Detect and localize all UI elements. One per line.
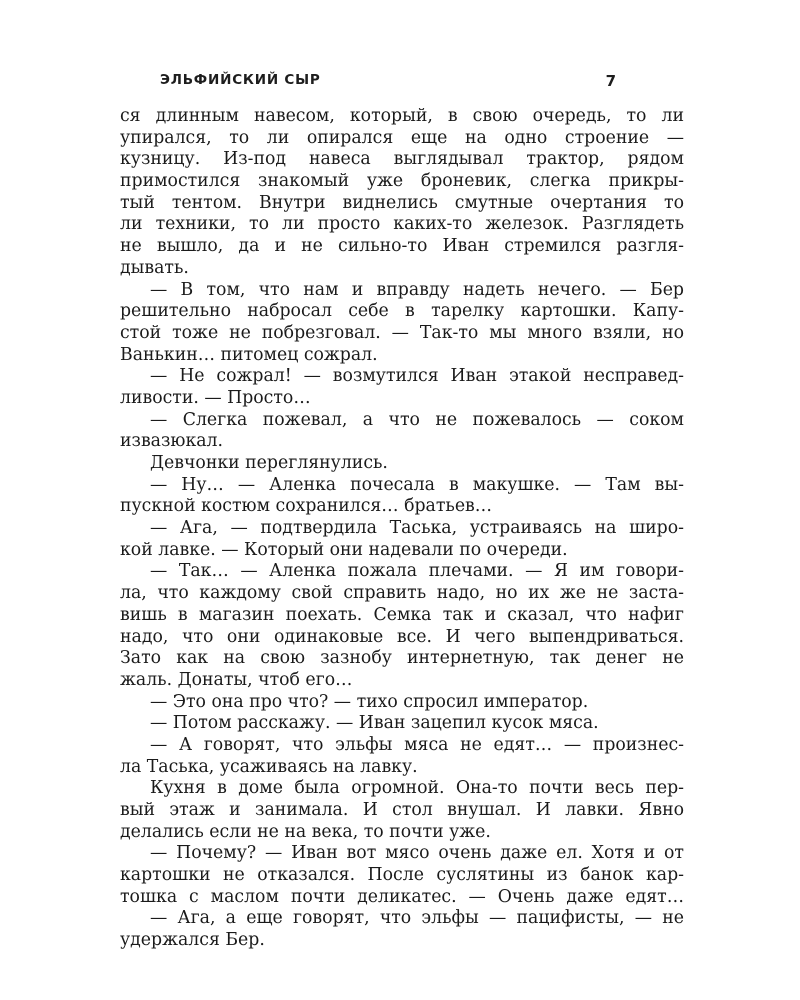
text-line: тошка с маслом почти деликатес. — Очень даже едят… (120, 886, 684, 907)
text-line: — Слегка пожевал, а что не пожевалось — соком (150, 409, 684, 430)
text-line: вишь в магазин поехать. Семка так и сказал, что нафиг (120, 604, 684, 625)
text-line: удержался Бер. (120, 930, 265, 951)
text-line: упирался, то ли опирался еще на одно строение — (120, 127, 684, 148)
text-line: — Не сожрал! — возмутился Иван этакой несправед- (150, 366, 684, 387)
text-line: Зато как на свою зазнобу интернетную, так денег не (120, 648, 684, 669)
text-line: не вышло, да и не сильно-то Иван стремился разгля- (120, 236, 684, 257)
text-line: кой лавке. — Который они надевали по очереди. (120, 539, 568, 560)
text-line: дывать. (120, 257, 189, 278)
text-line: — Потом расскажу. — Иван зацепил кусок мяса. (150, 713, 599, 734)
text-line: Ванькин… питомец сожрал. (120, 344, 378, 365)
text-line: — Ага, а еще говорят, что эльфы — пацифисты, — не (150, 908, 684, 929)
text-line: — Ага, — подтвердила Таська, устраиваясь на широ- (150, 518, 684, 539)
text-line: решительно набросал себе в тарелку картошки. Капу- (120, 301, 684, 322)
text-line: надо, что они одинаковые все. И чего выпендриваться. (120, 626, 684, 647)
text-line: — Почему? — Иван вот мясо очень даже ел. Хотя и от (150, 843, 684, 864)
text-line: извазюкал. (120, 431, 224, 452)
text-line: — А говорят, что эльфы мяса не едят… — произнес- (150, 734, 684, 755)
text-line: вый этаж и занимала. И стол внушал. И лавки. Явно (120, 800, 684, 820)
text-line: Кухня в доме была огромной. Она-то почти весь пер- (150, 778, 684, 799)
text-line: — Ну… — Аленка почесала в макушке. — Там вы- (150, 474, 684, 495)
text-line: ся длинным навесом, который, в свою очередь, то ли (120, 106, 684, 126)
text-line: ли техники, то ли просто каких-то железок. Разглядеть (120, 214, 684, 235)
text-line: примостился знакомый уже броневик, слегка прикры- (120, 171, 684, 192)
text-line: кузницу. Из-под навеса выглядывал трактор, рядом (120, 149, 684, 170)
text-line: стой тоже не побрезговал. — Так-то мы много взяли, но (120, 322, 684, 343)
text-line: ла Таська, усаживаясь на лавку. (120, 756, 418, 777)
text-line: картошки не отказался. После суслятины из банок кар- (120, 865, 684, 886)
text-line: — Это она про что? — тихо спросил император. (150, 691, 589, 712)
body-text (120, 106, 684, 952)
text-line: Девчонки переглянулись. (150, 453, 388, 473)
text-line: — В том, что нам и вправду надеть нечего. — Бер (150, 279, 684, 300)
page-number: 7 (605, 72, 616, 90)
text-line: — Так… — Аленка пожала плечами. — Я им говори- (150, 561, 684, 582)
text-line: пускной костюм сохранился… братьев… (120, 496, 493, 517)
text-line: ливости. — Просто… (120, 387, 311, 408)
text-line: жаль. Донаты, чтоб его… (120, 669, 353, 690)
text-line: делались если не на века, то почти уже. (120, 821, 491, 842)
running-header (160, 72, 616, 92)
book-title: ЭЛЬФИЙСКИЙ СЫР (160, 72, 321, 88)
text-line: ла, что каждому свой справить надо, но их же не заста- (120, 583, 684, 604)
text-line: тый тентом. Внутри виднелись смутные очертания то (120, 192, 684, 213)
